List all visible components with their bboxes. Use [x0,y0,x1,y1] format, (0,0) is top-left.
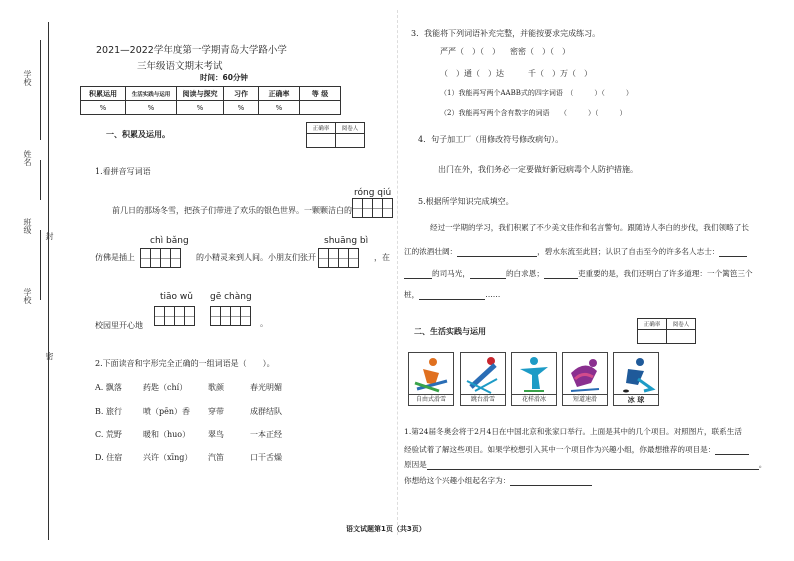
pinyin-tiaowu: tiāo wǔ [160,292,193,302]
tile-label: 冰 球 [614,394,658,405]
speed-skating-icon [563,353,607,395]
q1-sentence-2a: 仿佛是插上 [95,253,135,262]
grader-header-grader: 阅卷人 [667,319,696,330]
exam-title-line2: 三年级语文期末考试 [137,61,223,72]
figure-skating-icon [512,353,556,395]
option-c-4: 一本正经 [250,430,282,439]
option-a-4: 春光明媚 [250,383,282,392]
blank-person-3[interactable] [470,278,506,279]
score-header-writing: 习作 [224,87,259,101]
q5-line-4b: …… [485,290,501,299]
q1-sentence-1: 前几日的那场冬雪，把孩子们带进了欢乐的银色世界。一颗颗洁白的 [112,206,352,215]
score-header-accuracy: 正确率 [259,87,300,101]
q5-line-3 [404,268,753,279]
option-b-4: 成群结队 [250,407,282,416]
exam-time: 时间：60分钟 [200,73,248,82]
option-c-3: 翠鸟 [208,430,224,439]
q6-line-3-text: 原因是 [404,460,427,469]
fill-yanyan[interactable]: 严严（ ）（ ） [440,47,500,56]
grid-cell[interactable] [170,248,181,268]
pinyin-shuangbi: shuāng bì [324,236,369,246]
binding-line [48,22,49,540]
fill-tongda[interactable]: （ ）通（ ）达 [440,69,504,78]
option-b-3: 穿带 [208,407,224,416]
score-header-practice: 生活实践与运用 [126,87,177,101]
freestyle-skiing-icon [409,353,453,395]
grader-cell[interactable] [307,134,336,148]
blank-person-1[interactable] [719,256,747,257]
tile-label: 自由式滑雪 [409,394,453,405]
pinyin-gechang: gē chàng [210,292,252,302]
q1-period: 。 [260,319,268,328]
grid-cell[interactable] [382,198,393,218]
section2-heading: 二、生活实践与运用 [414,327,486,336]
grader-header-accuracy: 正确率 [307,123,336,134]
q1-sentence-3: 校园里开心地 [95,321,143,330]
q5-line-2a: 江的浓酒壮阔： [404,247,458,256]
q6-line-1: 1.第24届冬奥会将于2月4日在中国北京和张家口举行。上面是其中的几个项目。对照图片，联系生活 [404,427,742,436]
margin-seal-feng: 封 [45,232,54,240]
option-d-3: 汽笛 [208,453,224,462]
grader-header-grader: 阅卷人 [336,123,365,134]
option-d-2: 兴许（xīng） [143,453,193,462]
grid-cell[interactable] [184,306,195,326]
blank-recommended-sport[interactable] [715,454,749,455]
q4-prompt: 4．句子加工厂（用修改符号修改病句）。 [418,135,564,144]
score-header-accumulation: 积累运用 [81,87,126,101]
grader-header-accuracy: 正确率 [638,319,667,330]
q5-line-2 [404,246,747,257]
grader-table-1 [306,122,365,148]
grid-cell[interactable] [240,306,251,326]
margin-blank-school[interactable] [40,40,41,140]
q6-line-2 [404,444,749,455]
q5-line-3b: 的白求恩； [505,269,544,278]
option-d-4: 口干舌燥 [250,453,282,462]
tile-ski-jumping [460,352,506,406]
score-table [80,86,341,115]
tile-figure-skating [511,352,557,406]
blank-group-name[interactable] [510,485,592,486]
blank-person-2[interactable] [404,278,432,279]
score-cell[interactable]: % [81,101,126,115]
q1-sentence-2b: 的小精灵来到人间。小朋友们张开 [196,253,316,262]
margin-blank-class[interactable] [40,230,41,300]
score-cell[interactable]: % [177,101,224,115]
tile-speed-skating [562,352,608,406]
tile-label: 花样滑冰 [512,394,556,405]
margin-label-school: 学校 [23,70,32,86]
q4-sentence: 出门在外，我们务必一定要做好新冠病毒个人防护措施。 [438,165,638,174]
option-a-2: 药匙（chí） [143,383,188,392]
option-a-3: 歌颜 [208,383,224,392]
score-cell[interactable]: % [126,101,177,115]
pinyin-rongqiu: róng qiú [354,188,392,198]
grader-cell[interactable] [667,330,696,344]
score-header-reading: 阅读与探究 [177,87,224,101]
q6-line-2-text: 经验试着了解这些项目。如果学校想引入其中一个项目作为兴趣小组，你最想推荐的项目是： [404,445,716,454]
fill-qianwan[interactable]: 千（ ）万（ ） [528,69,592,78]
score-cell[interactable]: % [259,101,300,115]
answer-grid-rongqiu[interactable] [352,198,392,218]
blank-proverb[interactable] [419,299,485,300]
answer-grid-shuangbi[interactable] [318,248,358,268]
option-d-1[interactable]: D. 住宿 [95,453,123,462]
q6-line-3 [404,459,766,470]
score-cell[interactable] [300,101,341,115]
score-header-grade: 等 级 [300,87,341,101]
page-footer: 语文试题第1页（共3页） [346,525,426,533]
tile-label: 跳台滑雪 [461,394,505,405]
option-b-2: 喷（pēn）香 [143,407,191,416]
tile-ice-hockey [613,352,659,406]
answer-grid-chibang[interactable] [140,248,180,268]
margin-seal-mi: 密 [45,352,54,360]
exam-title-line1: 2021—2022学年度第一学期青岛大学路小学 [96,45,287,56]
q5-line-3a: 的司马光， [432,269,470,278]
column-divider [397,10,398,535]
grader-cell[interactable] [336,134,365,148]
tile-label: 短道速滑 [563,394,607,405]
margin-label-class: 班级 [23,218,32,234]
q5-line-3c: 吏重要的是，我们还明白了许多道理：一个篱笆三个 [577,269,753,278]
q6-line-4 [404,475,592,486]
q1-sentence-2c: ，在 [374,253,390,262]
q5-line-1: 经过一学期的学习，我们积累了不少美文佳作和名言警句。跟随诗人李白的步伐，我们领略了长 [430,223,749,232]
grid-cell[interactable] [348,248,359,268]
q5-line-4 [404,289,500,300]
option-b-1[interactable]: B. 旅行 [95,407,122,416]
score-cell[interactable]: % [224,101,259,115]
q6-line-4-text: 你想给这个兴趣小组起名字为： [404,476,511,485]
section1-heading: 一、积累及运用。 [106,130,170,139]
sub-question-2: （2）我能再写两个含有数字的词语 （ ）（ ） [440,109,627,117]
answer-grid-gechang[interactable] [210,306,250,326]
blank-reason[interactable] [427,469,759,470]
fill-mimi[interactable]: 密密（ ）（ ） [510,47,570,56]
margin-label-name: 姓名 [23,150,32,166]
ski-jumping-icon [461,353,505,395]
q5-line-2b: ，碧水东流至此回；认识了自击至今的许多名人志士： [537,247,720,256]
answer-grid-tiaowu[interactable] [154,306,194,326]
ice-hockey-icon [614,353,658,395]
q1-prompt: 1.看拼音写词语 [95,167,151,176]
q5-line-4a: 桩， [404,290,420,299]
q3-prompt: 3．我能将下列词语补充完整，并能按要求完成练习。 [411,29,601,38]
option-c-2: 暖和（huo） [143,430,191,439]
grader-table-2 [637,318,696,344]
blank-poem[interactable] [457,256,537,257]
blank-person-4[interactable] [544,278,578,279]
pinyin-chibang: chì bǎng [150,236,189,246]
option-a-1[interactable]: A. 飘落 [95,383,122,392]
margin-blank-name[interactable] [40,160,41,200]
sub-question-1: （1）我能再写两个AABB式的四字词语 （ ）（ ） [440,89,633,97]
tile-freestyle-skiing [408,352,454,406]
q2-prompt: 2.下面读音和字形完全正确的一组词语是（ ）。 [95,359,275,368]
margin-label-school-2: 学校 [23,288,32,304]
q6-line-3-end: 。 [758,460,767,469]
grader-cell[interactable] [638,330,667,344]
option-c-1[interactable]: C. 荒野 [95,430,122,439]
q5-prompt: 5.根据所学知识完成填空。 [418,197,514,206]
